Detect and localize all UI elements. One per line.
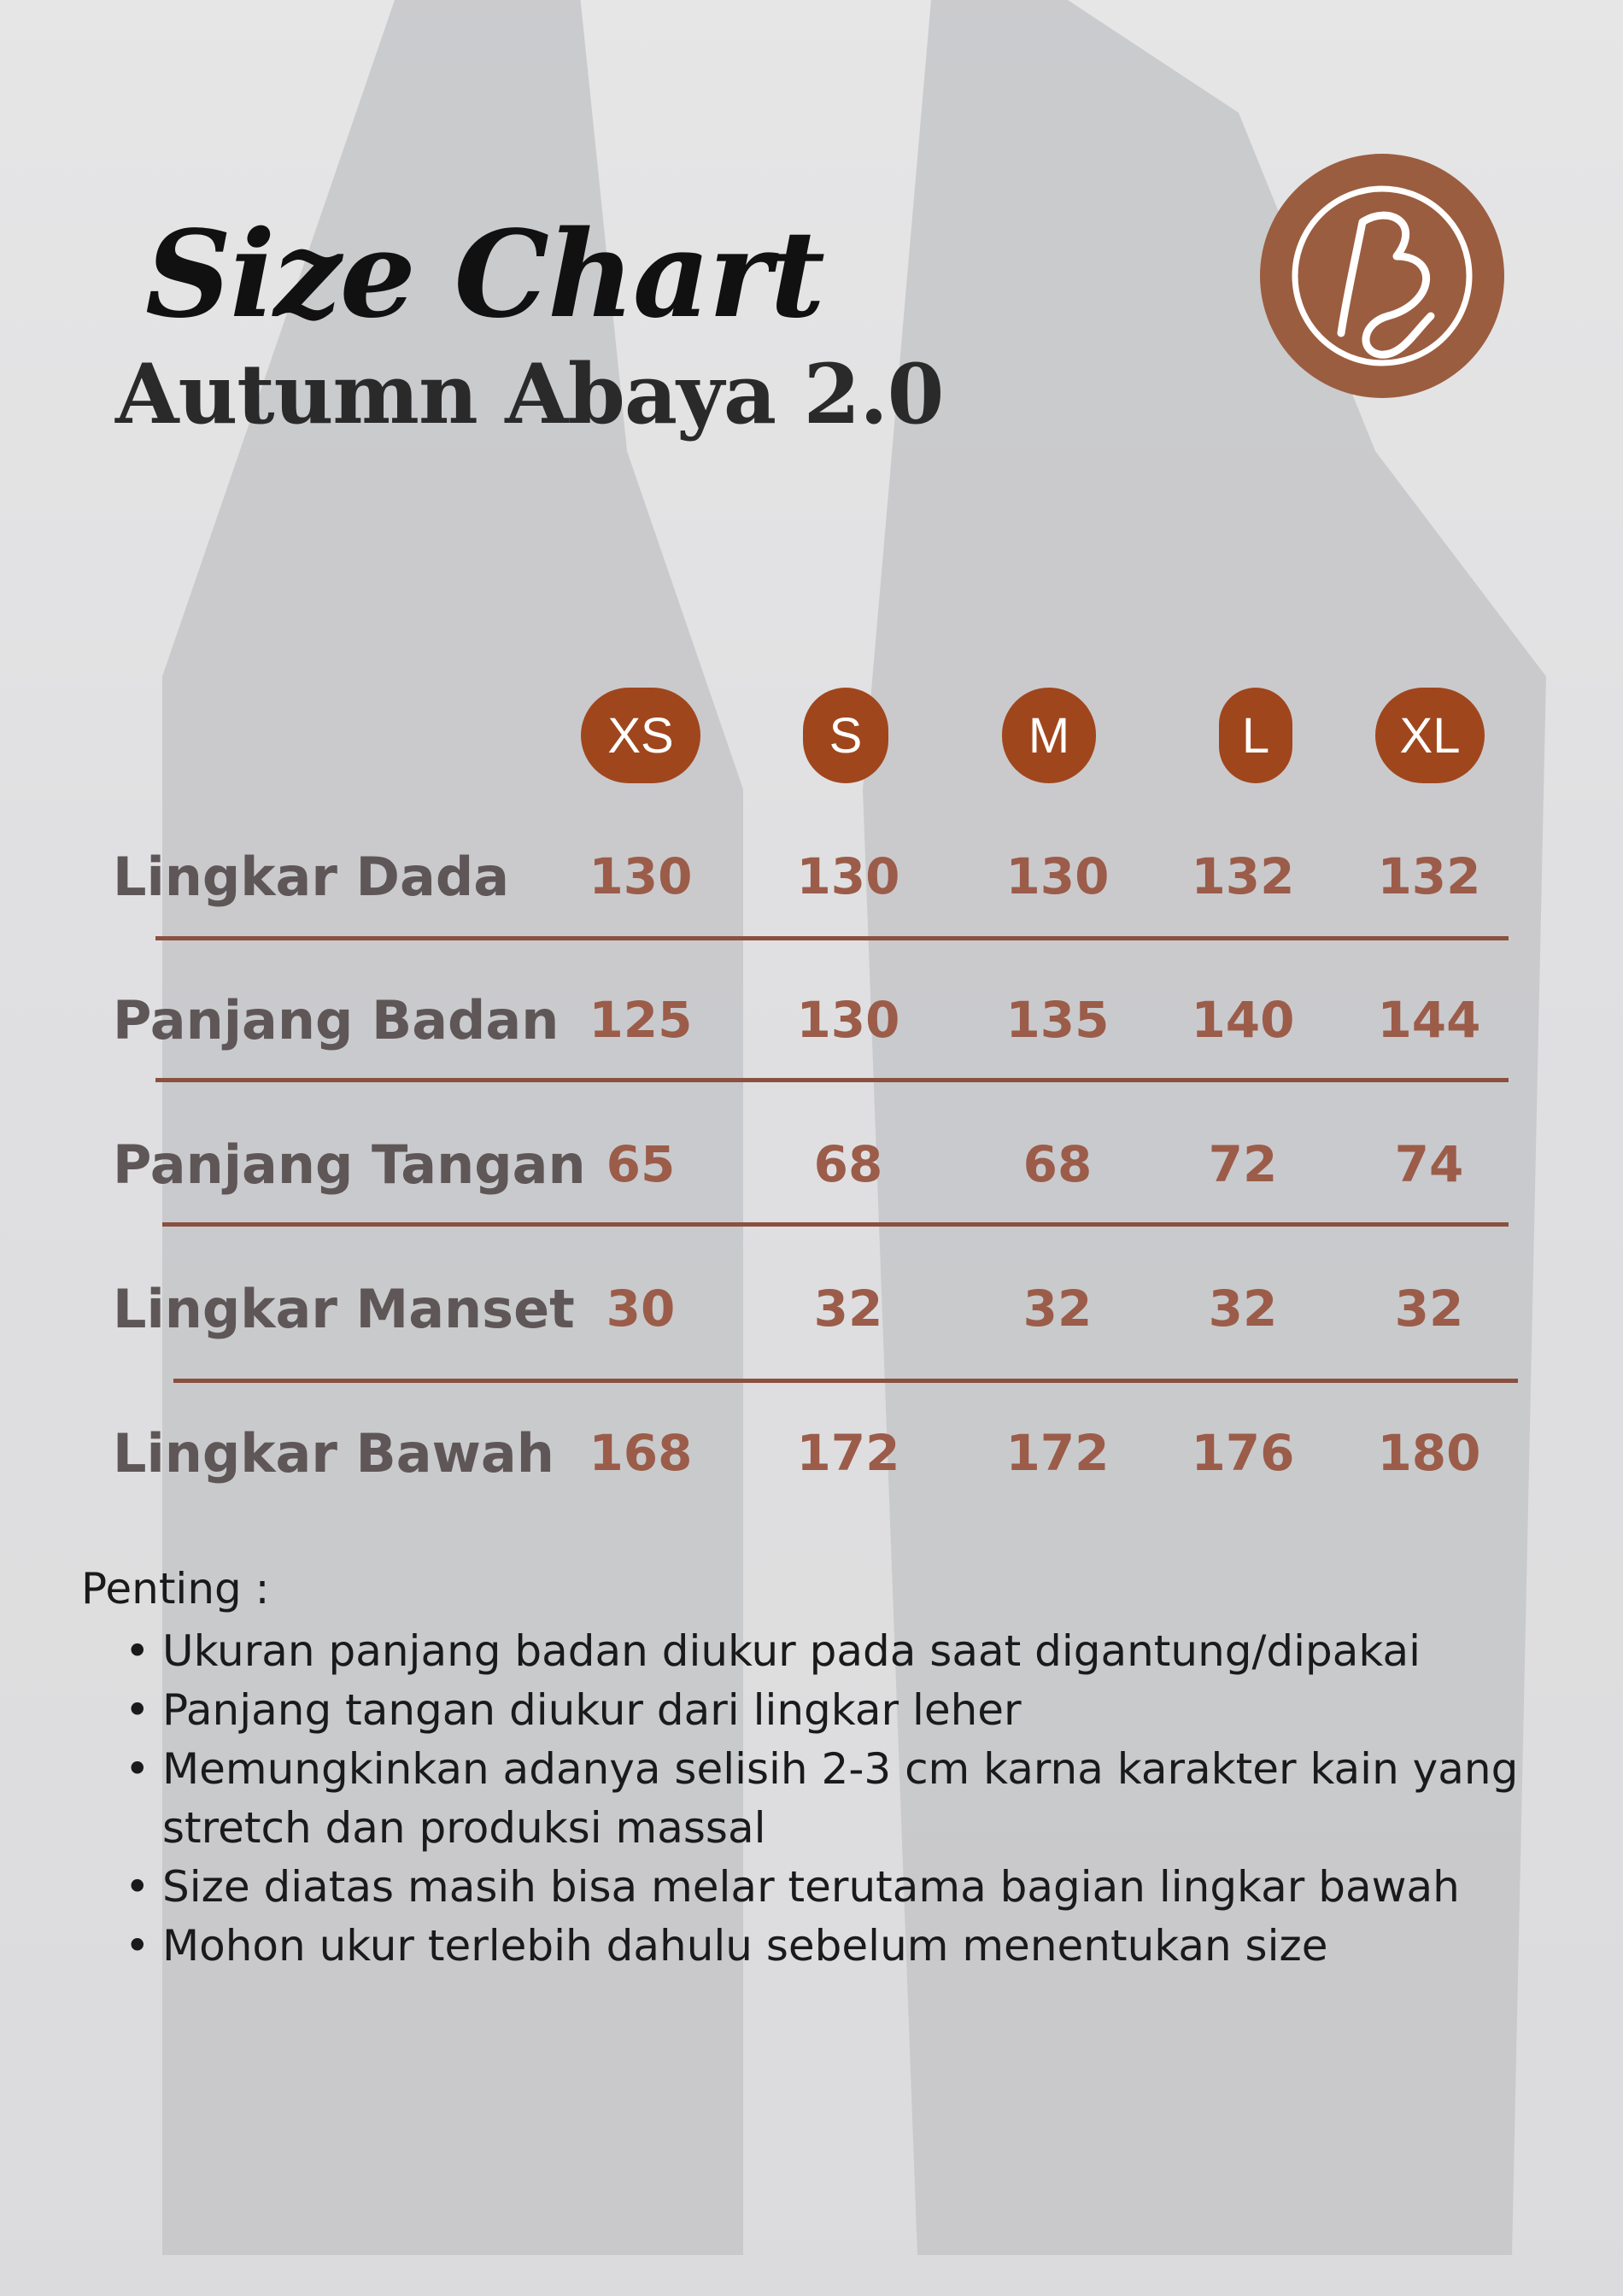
table-cell: 130: [796, 847, 900, 905]
size-pill-m: M: [1002, 688, 1096, 783]
table-cell: 180: [1377, 1424, 1481, 1482]
table-cell: 32: [813, 1280, 883, 1338]
table-cell: 144: [1377, 991, 1481, 1049]
table-cell: 32: [1208, 1280, 1278, 1338]
table-cell: 176: [1191, 1424, 1295, 1482]
notes-list: [81, 1622, 1585, 1976]
table-cell: 172: [1005, 1424, 1110, 1482]
table-cell: 130: [796, 991, 900, 1049]
row-divider: [155, 936, 1509, 940]
page-subtitle: Autumn Abaya 2.0: [115, 346, 944, 442]
table-cell: 30: [606, 1280, 676, 1338]
row-divider: [155, 1078, 1509, 1082]
table-cell: 130: [589, 847, 693, 905]
row-label: Panjang Tangan: [113, 1133, 586, 1196]
note-item: • Mohon ukur terlebih dahulu sebelum menentukan size: [162, 1917, 1585, 1976]
note-item: • Size diatas masih bisa melar terutama bagian lingkar bawah: [162, 1858, 1585, 1917]
size-pill-xs: XS: [581, 688, 700, 783]
table-cell: 168: [589, 1424, 693, 1482]
brand-logo-b-icon: [1260, 154, 1504, 398]
size-pill-s: S: [803, 688, 888, 783]
note-item: • Panjang tangan diukur dari lingkar leher: [162, 1681, 1585, 1740]
notes-section: [81, 1559, 1585, 1976]
note-item: • Ukuran panjang badan diukur pada saat digantung/dipakai: [162, 1622, 1585, 1681]
table-cell: 65: [606, 1135, 676, 1193]
table-cell: 132: [1191, 847, 1295, 905]
table-cell: 74: [1394, 1135, 1464, 1193]
table-cell: 32: [1394, 1280, 1464, 1338]
table-cell: 68: [1022, 1135, 1093, 1193]
notes-heading: Penting :: [81, 1564, 270, 1614]
size-pill-l: L: [1219, 688, 1292, 783]
table-cell: 172: [796, 1424, 900, 1482]
table-cell: 72: [1208, 1135, 1278, 1193]
row-divider: [162, 1222, 1509, 1227]
table-cell: 32: [1022, 1280, 1093, 1338]
row-divider: [173, 1379, 1518, 1383]
table-cell: 125: [589, 991, 693, 1049]
row-label: Lingkar Dada: [113, 846, 510, 908]
note-item: • Memungkinkan adanya selisih 2-3 cm karna karakter kain yang stretch dan produksi massal: [162, 1740, 1585, 1858]
table-cell: 140: [1191, 991, 1295, 1049]
row-label: Lingkar Manset: [113, 1278, 575, 1340]
table-cell: 132: [1377, 847, 1481, 905]
table-cell: 130: [1005, 847, 1110, 905]
table-cell: 135: [1005, 991, 1110, 1049]
size-pill-xl: XL: [1375, 688, 1485, 783]
row-label: Panjang Badan: [113, 989, 560, 1051]
page-title: Size Chart: [145, 205, 823, 345]
table-cell: 68: [813, 1135, 883, 1193]
row-label: Lingkar Bawah: [113, 1422, 554, 1485]
